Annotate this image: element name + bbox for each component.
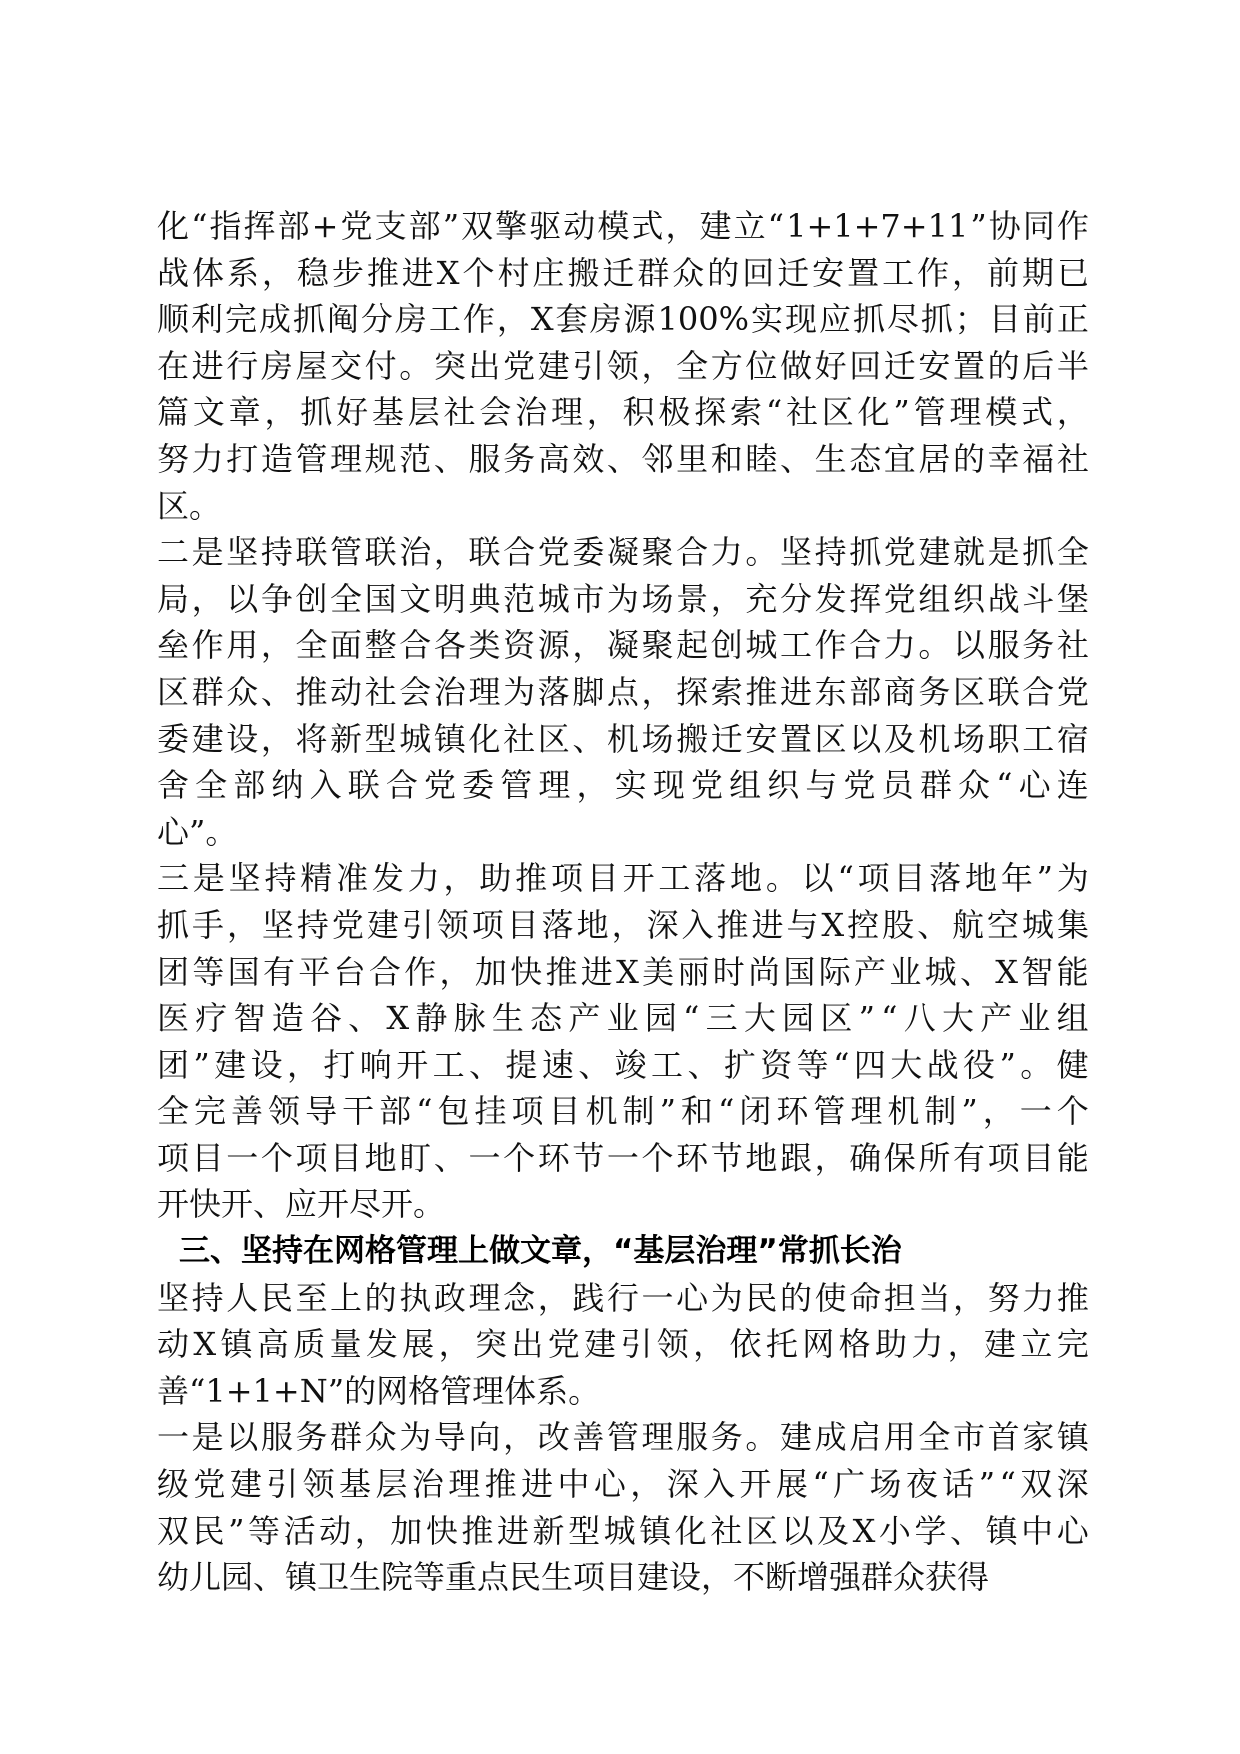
paragraph — [157, 203, 1089, 529]
text-line: 区。 — [157, 486, 222, 525]
text-line: 垒 作 用 ， 全 面 整 合 各 类 资 源 ， 凝 聚 起 创 城 工 作 合 力 。 以 服 务 社 — [157, 626, 1089, 665]
text-line: 一 是 以 服 务 群 众 为 导 向 ， 改 善 管 理 服 务 。 建 成 启 用 全 市 首 家 镇 — [157, 1418, 1089, 1457]
text-line: 团 ” 建 设 ， 打 响 开 工 、 提 速 、 竣 工 、 扩 资 等 “ 四 大 战 役 ” 。 健 — [157, 1045, 1089, 1084]
text-line: 在 进 行 房 屋 交 付 。 突 出 党 建 引 领 ， 全 方 位 做 好 回 迁 安 置 的 后 半 — [157, 346, 1089, 385]
text-line: 委 建 设 ， 将 新 型 城 镇 化 社 区 、 机 场 搬 迁 安 置 区 以 及 机 场 职 工 宿 — [157, 719, 1089, 758]
paragraph — [157, 1414, 1089, 1600]
text-line: 团 等 国 有 平 台 合 作 ， 加 快 推 进 X 美 丽 时 尚 国 际 产 业 城 、 X 智 能 — [157, 952, 1089, 991]
text-line: 坚 持 人 民 至 上 的 执 政 理 念 ， 践 行 一 心 为 民 的 使 命 担 当 ， 努 力 推 — [157, 1278, 1089, 1317]
text-line: 舍 全 部 纳 入 联 合 党 委 管 理 ， 实 现 党 组 织 与 党 员 群 众 “ 心 连 — [157, 766, 1089, 805]
text-line: 心”。 — [157, 812, 238, 851]
text-line: 篇 文 章 ， 抓 好 基 层 社 会 治 理 ， 积 极 探 索 “ 社 区 化 ” 管 理 模 式 ， — [157, 393, 1089, 432]
text-line: 努 力 打 造 管 理 规 范 、 服 务 高 效 、 邻 里 和 睦 、 生 态 宜 居 的 幸 福 社 — [157, 439, 1089, 478]
text-line: 区 群 众 、 推 动 社 会 治 理 为 落 脚 点 ， 探 索 推 进 东 部 商 务 区 联 合 党 — [157, 672, 1089, 711]
text-line: 二 是 坚 持 联 管 联 治 ， 联 合 党 委 凝 聚 合 力 。 坚 持 抓 党 建 就 是 抓 全 — [157, 533, 1089, 572]
text-line: 化 “ 指 挥 部 + 党 支 部 ” 双 擎 驱 动 模 式 ， 建 立 “ 1+1+7+11 ” 协 同 作 — [157, 207, 1089, 245]
text-line: 动 X 镇 高 质 量 发 展 ， 突 出 党 建 引 领 ， 依 托 网 格 助 力 ， 建 立 完 — [157, 1325, 1089, 1364]
section-heading: 三、坚持在网格管理上做文章，“基层治理”常抓长治 — [179, 1233, 902, 1270]
text-line: 抓 手 ， 坚 持 党 建 引 领 项 目 落 地 ， 深 入 推 进 与 X 控 股 、 航 空 城 集 — [157, 905, 1089, 944]
paragraph — [157, 529, 1089, 855]
paragraph — [157, 1275, 1089, 1415]
text-line: 全 完 善 领 导 干 部 “ 包 挂 项 目 机 制 ” 和 “ 闭 环 管 理 机 制 ” ， 一 个 — [157, 1092, 1089, 1131]
text-line: 幼儿园、镇卫生院等重点民生项目建设，不断增强群众获得 — [157, 1558, 990, 1597]
text-line: 局 ， 以 争 创 全 国 文 明 典 范 城 市 为 场 景 ， 充 分 发 挥 党 组 织 战 斗 堡 — [157, 579, 1089, 618]
text-line: 开快开、应开尽开。 — [157, 1185, 446, 1224]
paragraph — [157, 855, 1089, 1228]
text-line: 三 是 坚 持 精 准 发 力 ， 助 推 项 目 开 工 落 地 。 以 “ 项 目 落 地 年 ” 为 — [157, 859, 1089, 898]
text-line: 医 疗 智 造 谷 、 X 静 脉 生 态 产 业 园 “ 三 大 园 区 ” “ 八 大 产 业 组 — [157, 999, 1089, 1038]
text-line: 战 体 系 ， 稳 步 推 进 X 个 村 庄 搬 迁 群 众 的 回 迁 安 置 工 作 ， 前 期 已 — [157, 253, 1089, 292]
text-line: 双 民 ” 等 活 动 ， 加 快 推 进 新 型 城 镇 化 社 区 以 及 X 小 学 、 镇 中 心 — [157, 1511, 1089, 1550]
document-body — [157, 203, 1089, 1601]
text-line: 级 党 建 引 领 基 层 治 理 推 进 中 心 ， 深 入 开 展 “ 广 场 夜 话 ” “ 双 深 — [157, 1465, 1089, 1504]
text-line: 顺 利 完 成 抓 阄 分 房 工 作 ， X 套 房 源 100% 实 现 应 抓 尽 抓 ； 目 前 正 — [157, 300, 1089, 339]
text-line: 项 目 一 个 项 目 地 盯 、 一 个 环 节 一 个 环 节 地 跟 ， 确 保 所 有 项 目 能 — [157, 1138, 1089, 1177]
text-line: 善“1+1+N”的网格管理体系。 — [157, 1371, 601, 1410]
